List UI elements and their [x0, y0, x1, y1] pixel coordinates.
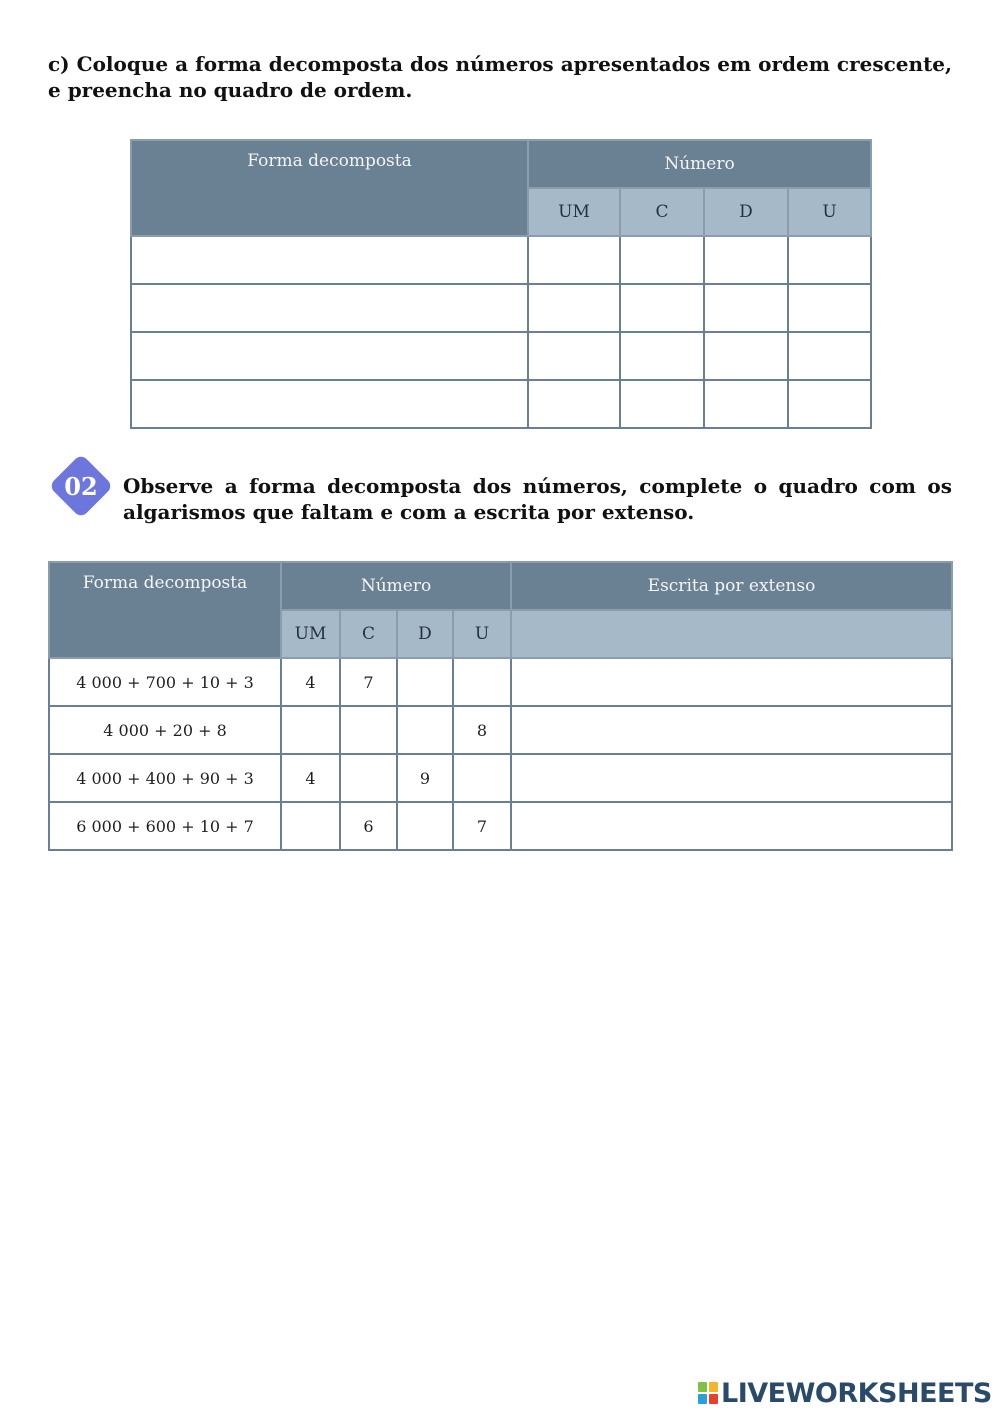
header-words-blank: [511, 610, 952, 658]
c-input-cell[interactable]: [340, 754, 397, 802]
header-um: UM: [528, 188, 620, 236]
u-input-cell[interactable]: [788, 332, 871, 380]
u-cell: 7: [453, 802, 511, 850]
um-cell: 4: [281, 754, 340, 802]
form-input-cell[interactable]: [131, 284, 528, 332]
c-input-cell[interactable]: [340, 706, 397, 754]
c-cell: 6: [340, 802, 397, 850]
table-row: [131, 284, 871, 332]
decomposed-form: 4 000 + 20 + 8: [49, 706, 281, 754]
header-d: D: [704, 188, 788, 236]
um-input-cell[interactable]: [281, 802, 340, 850]
um-input-cell[interactable]: [528, 284, 620, 332]
d-input-cell[interactable]: [704, 236, 788, 284]
header-u: U: [453, 610, 511, 658]
d-cell: 9: [397, 754, 453, 802]
c-input-cell[interactable]: [620, 236, 704, 284]
um-input-cell[interactable]: [281, 706, 340, 754]
words-input-cell[interactable]: [511, 754, 952, 802]
header-numero: Número: [528, 140, 871, 188]
table-row: [131, 236, 871, 284]
d-input-cell[interactable]: [397, 802, 453, 850]
um-input-cell[interactable]: [528, 380, 620, 428]
decomposition-table: [48, 561, 953, 851]
um-input-cell[interactable]: [528, 236, 620, 284]
words-input-cell[interactable]: [511, 802, 952, 850]
question-c-text: c) Coloque a forma decomposta dos números apresentados em ordem crescente, e preencha no quadro de ordem.: [48, 52, 952, 102]
header-forma-decomposta: Forma decomposta: [131, 140, 528, 236]
decomposed-form: 4 000 + 400 + 90 + 3: [49, 754, 281, 802]
table-row: [131, 380, 871, 428]
table-row: [131, 332, 871, 380]
question-number-badge: [51, 456, 111, 516]
u-input-cell[interactable]: [453, 754, 511, 802]
decomposed-form: 6 000 + 600 + 10 + 7: [49, 802, 281, 850]
header-c: C: [340, 610, 397, 658]
form-input-cell[interactable]: [131, 380, 528, 428]
header-forma-decomposta: Forma decomposta: [49, 562, 281, 658]
header-um: UM: [281, 610, 340, 658]
form-input-cell[interactable]: [131, 332, 528, 380]
order-table-c: [130, 139, 872, 429]
header-escrita-por-extenso: Escrita por extenso: [511, 562, 952, 610]
um-cell: 4: [281, 658, 340, 706]
c-cell: 7: [340, 658, 397, 706]
u-input-cell[interactable]: [788, 284, 871, 332]
c-input-cell[interactable]: [620, 380, 704, 428]
d-input-cell[interactable]: [704, 284, 788, 332]
liveworksheets-logo: [697, 1377, 992, 1409]
header-u: U: [788, 188, 871, 236]
c-input-cell[interactable]: [620, 284, 704, 332]
um-input-cell[interactable]: [528, 332, 620, 380]
d-input-cell[interactable]: [397, 706, 453, 754]
words-input-cell[interactable]: [511, 706, 952, 754]
c-input-cell[interactable]: [620, 332, 704, 380]
question-2-text: Observe a forma decomposta dos números, complete o quadro com os algarismos que faltam e com a escrita por extenso.: [123, 474, 952, 524]
liveworksheets-logo-icon: [697, 1381, 719, 1405]
u-input-cell[interactable]: [453, 658, 511, 706]
u-cell: 8: [453, 706, 511, 754]
table-row: [49, 802, 952, 850]
header-c: C: [620, 188, 704, 236]
header-numero: Número: [281, 562, 511, 610]
decomposed-form: 4 000 + 700 + 10 + 3: [49, 658, 281, 706]
d-input-cell[interactable]: [704, 332, 788, 380]
d-input-cell[interactable]: [704, 380, 788, 428]
table-row: [49, 706, 952, 754]
header-d: D: [397, 610, 453, 658]
d-input-cell[interactable]: [397, 658, 453, 706]
u-input-cell[interactable]: [788, 236, 871, 284]
u-input-cell[interactable]: [788, 380, 871, 428]
liveworksheets-brand: LIVEWORKSHEETS: [721, 1377, 992, 1409]
table-row: [49, 658, 952, 706]
table-row: [49, 754, 952, 802]
form-input-cell[interactable]: [131, 236, 528, 284]
badge-number: 02: [64, 471, 98, 501]
words-input-cell[interactable]: [511, 658, 952, 706]
